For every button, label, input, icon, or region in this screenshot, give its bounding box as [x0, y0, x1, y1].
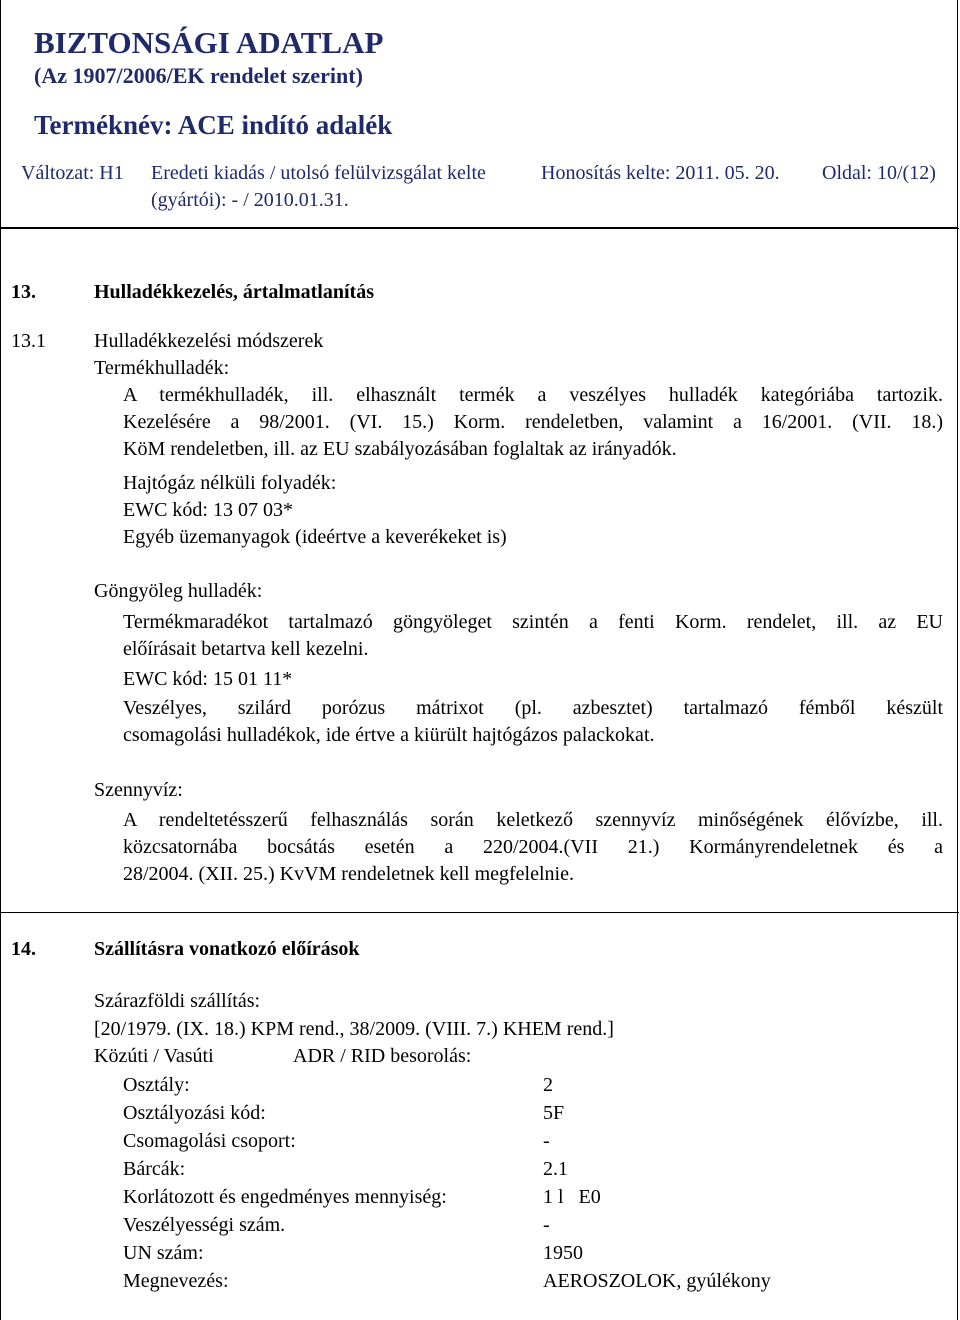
divider	[1, 228, 959, 229]
subsection-13-1-number: 13.1	[11, 330, 46, 352]
ewc-code: EWC kód: 13 07 03*	[123, 499, 293, 521]
document-body	[0, 228, 958, 1320]
waste-text-line: KöM rendeletben, ill. az EU szabályozásában foglaltak az irányadók.	[123, 438, 677, 460]
un-number-value: 1950	[543, 1242, 583, 1264]
limited-quantity-value: 1 l E0	[543, 1186, 601, 1208]
document-header	[0, 0, 958, 228]
version: Változat: H1	[21, 162, 124, 184]
hazard-number-label: Veszélyességi szám.	[123, 1214, 286, 1236]
subsection-13-1-title: Hulladékkezelési módszerek	[94, 330, 324, 352]
adr-rid-label: ADR / RID besorolás:	[293, 1045, 472, 1067]
waste-text-line: Kezelésére a 98/2001. (VI. 15.) Korm. rendeletben, valamint a 16/2001. (VII. 18.)	[123, 411, 943, 433]
transport-regulations: [20/1979. (IX. 18.) KPM rend., 38/2009. (VIII. 7.) KHEM rend.]	[94, 1018, 614, 1040]
waste-text-line: Hajtógáz nélküli folyadék:	[123, 472, 337, 494]
classification-code-label: Osztályozási kód:	[123, 1102, 266, 1124]
divider	[1, 912, 959, 913]
labels-value: 2.1	[543, 1158, 568, 1180]
packaging-waste-label: Göngyöleg hulladék:	[94, 580, 263, 602]
waste-text-line: A termékhulladék, ill. elhasznált termék a veszélyes hulladék kategóriába tartozik.	[123, 384, 943, 406]
packing-group-value: -	[543, 1130, 550, 1152]
shipping-name-label: Megnevezés:	[123, 1270, 229, 1292]
localization-date: Honosítás kelte: 2011. 05. 20.	[541, 162, 780, 184]
packaging-text-line: csomagolási hulladékok, ide értve a kiürült hajtógázos palackokat.	[123, 724, 655, 746]
packing-group-label: Csomagolási csoport:	[123, 1130, 296, 1152]
page-number: Oldal: 10/(12)	[822, 162, 936, 184]
section-14-title: Szállításra vonatkozó előírások	[94, 938, 360, 960]
section-13-number: 13.	[11, 281, 36, 303]
un-number-label: UN szám:	[123, 1242, 204, 1264]
waste-text-line: Egyéb üzemanyagok (ideértve a keverékeket is)	[123, 526, 507, 548]
document-title: BIZTONSÁGI ADATLAP	[34, 25, 384, 60]
packaging-text-line: Veszélyes, szilárd porózus mátrixot (pl. azbesztet) tartalmazó fémből készült	[123, 697, 943, 719]
ewc-code: EWC kód: 15 01 11*	[123, 668, 293, 690]
shipping-name-value: AEROSZOLOK, gyúlékony	[543, 1270, 771, 1292]
class-value: 2	[543, 1074, 553, 1096]
product-name: ACE indító adalék	[177, 110, 393, 140]
packaging-text-line: előírásait betartva kell kezelni.	[123, 638, 369, 660]
wastewater-label: Szennyvíz:	[94, 779, 183, 801]
packaging-text-line: Termékmaradékot tartalmazó göngyöleget szintén a fenti Korm. rendelet, ill. az EU	[123, 611, 943, 633]
limited-quantity-label: Korlátozott és engedményes mennyiség:	[123, 1186, 447, 1208]
wastewater-text-line: A rendeltetésszerű felhasználás során keletkező szennyvíz minőségének élővízbe, ill.	[123, 809, 943, 831]
class-label: Osztály:	[123, 1074, 190, 1096]
product-label: Terméknév:	[34, 110, 173, 140]
issue-date-value: (gyártói): - / 2010.01.31.	[151, 189, 349, 211]
product-name-line	[34, 108, 392, 142]
hazard-number-value: -	[543, 1214, 550, 1236]
labels-label: Bárcák:	[123, 1158, 186, 1180]
wastewater-text-line: közcsatornába bocsátás esetén a 220/2004.(VII 21.) Kormányrendeletnek és a	[123, 836, 943, 858]
section-14-number: 14.	[11, 938, 36, 960]
classification-code-value: 5F	[543, 1102, 565, 1124]
road-rail-label: Közúti / Vasúti	[94, 1045, 214, 1067]
product-waste-label: Termékhulladék:	[94, 357, 230, 379]
land-transport-label: Szárazföldi szállítás:	[94, 990, 261, 1012]
wastewater-text-line: 28/2004. (XII. 25.) KvVM rendeletnek kell megfelelnie.	[123, 863, 574, 885]
document-subtitle: (Az 1907/2006/EK rendelet szerint)	[34, 63, 363, 88]
issue-date-label: Eredeti kiadás / utolsó felülvizsgálat kelte	[151, 162, 486, 184]
section-13-title: Hulladékkezelés, ártalmatlanítás	[94, 281, 374, 303]
